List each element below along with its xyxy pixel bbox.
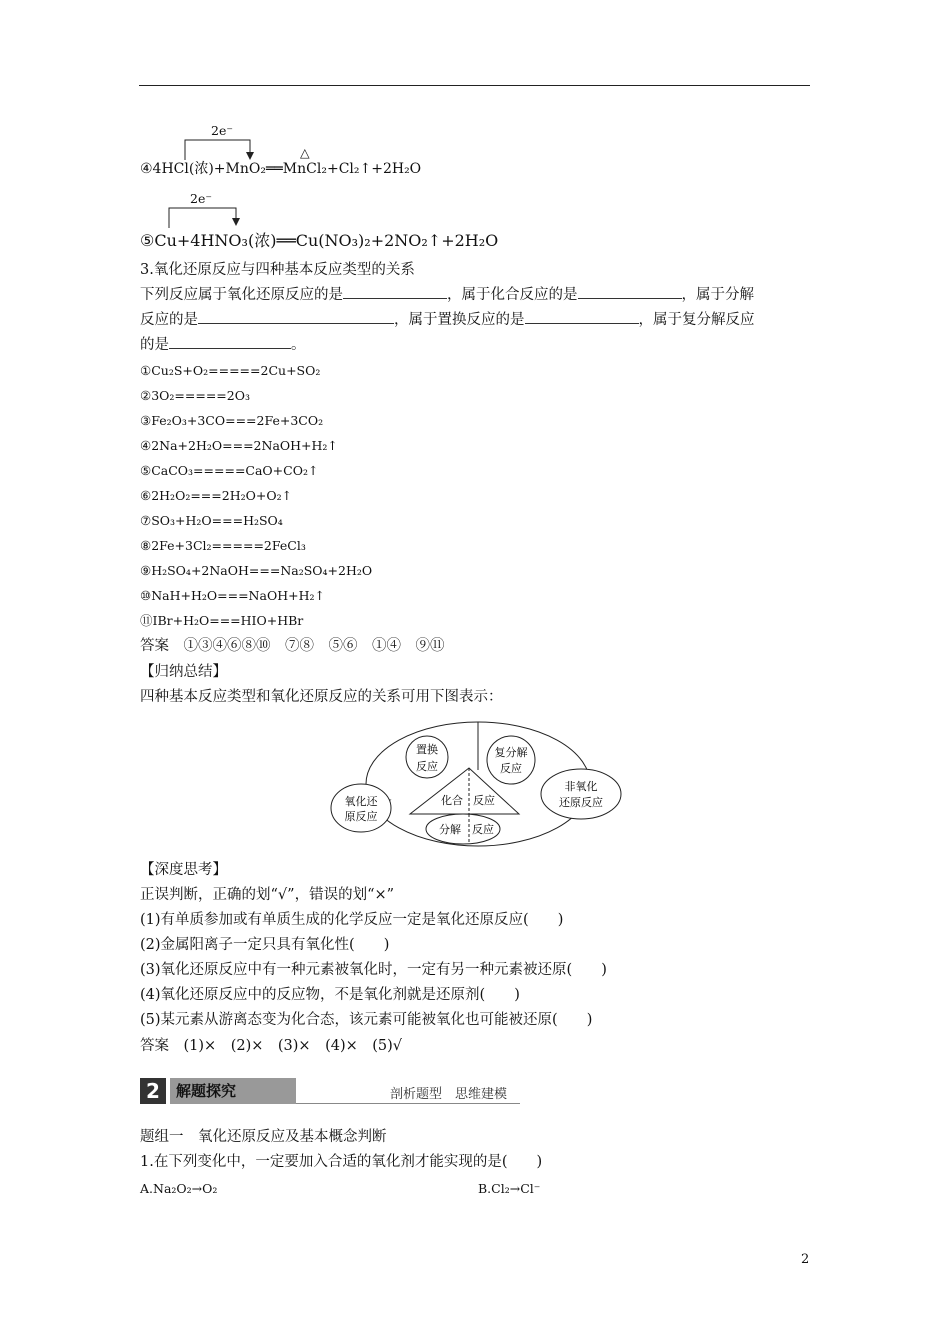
diagram-redox-label-1: 氧化还 <box>344 795 378 808</box>
option-b: B.Cl₂→Cl⁻ <box>478 1181 541 1196</box>
section3-heading: 3.氧化还原反应与四种基本反应类型的关系 <box>140 262 415 278</box>
reaction-8: ⑧2Fe+3Cl₂=====2FeCl₃ <box>140 538 306 553</box>
judgment-item-5: (5)某元素从游离态变为化合态，该元素可能被氧化也可能被还原( ) <box>140 1012 593 1028</box>
deep-thinking-heading: 【深度思考】 <box>140 862 227 878</box>
judgment-item-2: (2)金属阳离子一定只具有氧化性( ) <box>140 937 390 953</box>
reaction-4: ④2Na+2H₂O===2NaOH+H₂↑ <box>140 438 338 453</box>
reaction-5: ⑤CaCO₃=====CaO+CO₂↑ <box>140 463 319 478</box>
eq4-heat-symbol: △ <box>300 145 310 160</box>
judgment-item-1: (1)有单质参加或有单质生成的化学反应一定是氧化还原反应( ) <box>140 912 564 928</box>
diagram-nonredox-label-1: 非氧化 <box>564 780 598 793</box>
page-number: 2 <box>801 1252 810 1267</box>
banner-rule <box>296 1103 520 1104</box>
section3-answer: 答案 ①③④⑥⑧⑩ ⑦⑧ ⑤⑥ ①④ ⑨⑪ <box>140 638 445 654</box>
reaction-2: ②3O₂=====2O₃ <box>140 388 250 403</box>
diagram-combination-label-a: 化合 <box>441 794 463 807</box>
diagram-combination-label-b: 反应 <box>473 794 495 807</box>
summary-heading: 【归纳总结】 <box>140 664 227 680</box>
reaction-3: ③Fe₂O₃+3CO===2Fe+3CO₂ <box>140 413 324 428</box>
deep-thinking-instruction: 正误判断，正确的划“√”，错误的划“×” <box>140 887 395 903</box>
diagram-displacement-label-2: 反应 <box>416 760 438 773</box>
judgment-item-4: (4)氧化还原反应中的反应物，不是氧化剂就是还原剂( ) <box>140 987 520 1003</box>
reaction-7: ⑦SO₃+H₂O===H₂SO₄ <box>140 513 283 528</box>
diagram-double-label-1: 复分解 <box>494 746 528 759</box>
reaction-11: ⑪IBr+H₂O===HIO+HBr <box>140 613 304 628</box>
question-line-3: 的是 。 <box>140 334 306 356</box>
reaction-1: ①Cu₂S+O₂=====2Cu+SO₂ <box>140 363 321 378</box>
header-rule <box>139 85 810 86</box>
reaction-type-diagram <box>330 718 630 850</box>
banner-number: 2 <box>140 1078 166 1104</box>
section-banner <box>140 1078 520 1106</box>
question-1: 1.在下列变化中，一定要加入合适的氧化剂才能实现的是( ) <box>140 1154 543 1170</box>
eq4-text: ④4HCl(浓)+MnO₂══MnCl₂+Cl₂↑+2H₂O <box>140 161 422 177</box>
judgment-item-3: (3)氧化还原反应中有一种元素被氧化时，一定有另一种元素被还原( ) <box>140 962 607 978</box>
problem-group-title: 题组一 氧化还原反应及基本概念判断 <box>140 1129 387 1145</box>
question-line-2: 反应的是 ，属于置换反应的是 ，属于复分解反应 <box>140 309 755 331</box>
diagram-nonredox-label-2: 还原反应 <box>559 796 603 809</box>
diagram-decomposition-label-a: 分解 <box>439 823 461 836</box>
question-line-1: 下列反应属于氧化还原反应的是 ，属于化合反应的是 ，属于分解 <box>140 284 754 306</box>
summary-text: 四种基本反应类型和氧化还原反应的关系可用下图表示： <box>140 689 503 705</box>
eq4-electrons-label: 2e⁻ <box>211 123 233 138</box>
eq5-electrons-label: 2e⁻ <box>190 191 212 206</box>
diagram-decomposition-label-b: 反应 <box>472 823 494 836</box>
reaction-6: ⑥2H₂O₂===2H₂O+O₂↑ <box>140 488 293 503</box>
diagram-redox-label-2: 原反应 <box>344 810 378 823</box>
reaction-10: ⑩NaH+H₂O===NaOH+H₂↑ <box>140 588 325 603</box>
diagram-double-label-2: 反应 <box>500 762 522 775</box>
eq5-text: ⑤Cu+4HNO₃(浓)══Cu(NO₃)₂+2NO₂↑+2H₂O <box>140 231 499 250</box>
reaction-9: ⑨H₂SO₄+2NaOH===Na₂SO₄+2H₂O <box>140 563 373 578</box>
banner-title: 解题探究 <box>170 1078 296 1104</box>
option-a: A.Na₂O₂→O₂ <box>140 1181 218 1196</box>
banner-subtitle: 剖析题型 思维建模 <box>390 1087 508 1102</box>
deep-thinking-answer: 答案 (1)× (2)× (3)× (4)× (5)√ <box>140 1038 403 1054</box>
diagram-displacement-label-1: 置换 <box>416 743 438 756</box>
